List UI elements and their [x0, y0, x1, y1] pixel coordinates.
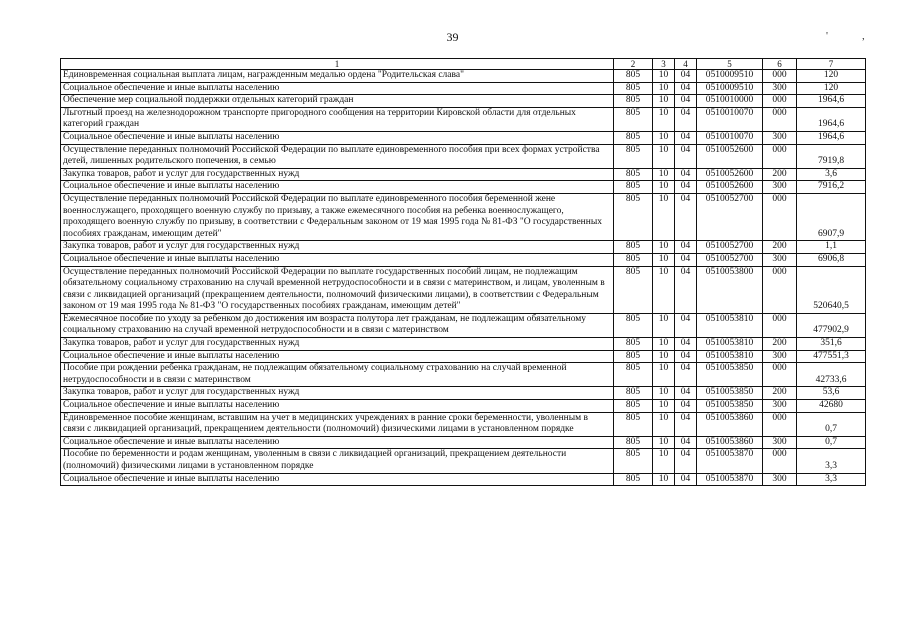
row-expense-type: 000	[763, 449, 797, 473]
row-subsection-code: 04	[675, 313, 697, 337]
scan-mark: ,	[862, 30, 865, 42]
row-amount: 520640,5	[797, 266, 866, 313]
row-subsection-code: 04	[675, 95, 697, 108]
row-section-code: 10	[653, 449, 675, 473]
row-ministry-code: 805	[614, 449, 653, 473]
row-subsection-code: 04	[675, 412, 697, 436]
column-header: 7	[797, 59, 866, 70]
row-expense-type: 000	[763, 313, 797, 337]
row-ministry-code: 805	[614, 82, 653, 95]
row-target-code: 0510053850	[697, 400, 763, 413]
table-row	[61, 436, 866, 449]
row-expense-type: 300	[763, 253, 797, 266]
scan-mark: '	[826, 30, 828, 42]
row-ministry-code: 805	[614, 253, 653, 266]
row-section-code: 10	[653, 107, 675, 131]
row-section-code: 10	[653, 241, 675, 254]
budget-table	[60, 58, 866, 486]
row-ministry-code: 805	[614, 387, 653, 400]
row-expense-type: 300	[763, 131, 797, 144]
table-row	[61, 144, 866, 168]
row-section-code: 10	[653, 400, 675, 413]
row-target-code: 0510053810	[697, 338, 763, 351]
table-row	[61, 338, 866, 351]
row-amount: 7916,2	[797, 181, 866, 194]
row-target-code: 0510052600	[697, 181, 763, 194]
row-section-code: 10	[653, 338, 675, 351]
row-ministry-code: 805	[614, 131, 653, 144]
table-row	[61, 82, 866, 95]
row-subsection-code: 04	[675, 241, 697, 254]
row-description: Социальное обеспечение и иные выплаты населению	[61, 181, 614, 194]
row-amount: 0,7	[797, 436, 866, 449]
row-target-code: 0510053850	[697, 387, 763, 400]
row-section-code: 10	[653, 144, 675, 168]
row-ministry-code: 805	[614, 181, 653, 194]
row-target-code: 0510053860	[697, 412, 763, 436]
row-amount: 477902,9	[797, 313, 866, 337]
row-expense-type: 200	[763, 168, 797, 181]
row-target-code: 0510053810	[697, 350, 763, 363]
row-expense-type: 000	[763, 193, 797, 240]
row-expense-type: 000	[763, 266, 797, 313]
header-row	[61, 59, 866, 70]
row-target-code: 0510052600	[697, 144, 763, 168]
row-amount: 1964,6	[797, 95, 866, 108]
row-ministry-code: 805	[614, 338, 653, 351]
row-target-code: 0510053870	[697, 473, 763, 486]
row-expense-type: 000	[763, 412, 797, 436]
row-expense-type: 300	[763, 82, 797, 95]
row-target-code: 0510053870	[697, 449, 763, 473]
table-row	[61, 193, 866, 240]
row-subsection-code: 04	[675, 363, 697, 387]
table-row	[61, 313, 866, 337]
table-row	[61, 95, 866, 108]
row-section-code: 10	[653, 387, 675, 400]
row-ministry-code: 805	[614, 144, 653, 168]
row-target-code: 0510010070	[697, 107, 763, 131]
row-amount: 6907,9	[797, 193, 866, 240]
row-subsection-code: 04	[675, 82, 697, 95]
row-description: Осуществление переданных полномочий Российской Федерации по выплате единовременного пособия беременной жене военнослужащего, проходящего военную службу по призыву, а также ежемесячного пособия на ребенка военнослужащего, проходящего военную службу по призыву, в соответствии с Федеральным законом от 19 мая 1995 года № 81-ФЗ "О государственных пособиях гражданам, имеющим детей"	[61, 193, 614, 240]
row-target-code: 0510053800	[697, 266, 763, 313]
row-subsection-code: 04	[675, 193, 697, 240]
row-subsection-code: 04	[675, 473, 697, 486]
row-subsection-code: 04	[675, 266, 697, 313]
row-description: Социальное обеспечение и иные выплаты населению	[61, 350, 614, 363]
row-amount: 1,1	[797, 241, 866, 254]
row-description: Социальное обеспечение и иные выплаты населению	[61, 436, 614, 449]
row-expense-type: 000	[763, 70, 797, 83]
row-target-code: 0510052700	[697, 193, 763, 240]
row-amount: 53,6	[797, 387, 866, 400]
row-section-code: 10	[653, 168, 675, 181]
row-ministry-code: 805	[614, 241, 653, 254]
row-ministry-code: 805	[614, 363, 653, 387]
row-ministry-code: 805	[614, 473, 653, 486]
column-header: 4	[675, 59, 697, 70]
row-ministry-code: 805	[614, 107, 653, 131]
table-row	[61, 131, 866, 144]
page-number: 39	[446, 30, 459, 44]
row-target-code: 0510010070	[697, 131, 763, 144]
row-amount: 120	[797, 70, 866, 83]
row-expense-type: 000	[763, 95, 797, 108]
row-amount: 3,3	[797, 473, 866, 486]
table-row	[61, 412, 866, 436]
row-description: Пособие при рождении ребенка гражданам, не подлежащим обязательному социальному страхованию на случай временной нетрудоспособности и в связи с материнством	[61, 363, 614, 387]
row-section-code: 10	[653, 82, 675, 95]
row-target-code: 0510053850	[697, 363, 763, 387]
row-section-code: 10	[653, 436, 675, 449]
row-subsection-code: 04	[675, 387, 697, 400]
table-row	[61, 253, 866, 266]
table-row	[61, 363, 866, 387]
row-amount: 120	[797, 82, 866, 95]
table-row	[61, 350, 866, 363]
row-section-code: 10	[653, 473, 675, 486]
row-ministry-code: 805	[614, 412, 653, 436]
row-subsection-code: 04	[675, 181, 697, 194]
row-expense-type: 000	[763, 144, 797, 168]
table-row	[61, 168, 866, 181]
table-row	[61, 107, 866, 131]
row-target-code: 0510052600	[697, 168, 763, 181]
row-description: Льготный проезд на железнодорожном транспорте пригородного сообщения на территории Кировской области для отдельных категорий граждан	[61, 107, 614, 131]
row-target-code: 0510010000	[697, 95, 763, 108]
table-row	[61, 449, 866, 473]
row-expense-type: 200	[763, 241, 797, 254]
row-description: Закупка товаров, работ и услуг для государственных нужд	[61, 338, 614, 351]
row-ministry-code: 805	[614, 168, 653, 181]
row-description: Единовременная социальная выплата лицам, награжденным медалью ордена "Родительская слава"	[61, 70, 614, 83]
row-ministry-code: 805	[614, 436, 653, 449]
column-header: 3	[653, 59, 675, 70]
column-header: 2	[614, 59, 653, 70]
row-section-code: 10	[653, 181, 675, 194]
row-subsection-code: 04	[675, 350, 697, 363]
column-header: 5	[697, 59, 763, 70]
row-amount: 1964,6	[797, 107, 866, 131]
row-amount: 42680	[797, 400, 866, 413]
row-amount: 42733,6	[797, 363, 866, 387]
row-expense-type: 000	[763, 107, 797, 131]
row-ministry-code: 805	[614, 193, 653, 240]
row-description: Единовременное пособие женщинам, вставшим на учет в медицинских учреждениях в ранние сроки беременности, уволенным в связи с ликвидацией организаций, прекращением деятельности (полномочий) физическими лицами в установленном порядке	[61, 412, 614, 436]
row-ministry-code: 805	[614, 266, 653, 313]
row-ministry-code: 805	[614, 313, 653, 337]
row-description: Осуществление переданных полномочий Российской Федерации по выплате единовременного пособия при всех формах устройства детей, лишенных родительского попечения, в семью	[61, 144, 614, 168]
table-row	[61, 387, 866, 400]
row-ministry-code: 805	[614, 350, 653, 363]
row-expense-type: 200	[763, 338, 797, 351]
row-description: Закупка товаров, работ и услуг для государственных нужд	[61, 241, 614, 254]
row-amount: 477551,3	[797, 350, 866, 363]
row-subsection-code: 04	[675, 131, 697, 144]
row-expense-type: 300	[763, 400, 797, 413]
row-expense-type: 300	[763, 181, 797, 194]
row-section-code: 10	[653, 363, 675, 387]
row-description: Пособие по беременности и родам женщинам, уволенным в связи с ликвидацией организаций, прекращением деятельности (полномочий) физическими лицами в установленном порядке	[61, 449, 614, 473]
column-header: 6	[763, 59, 797, 70]
table-row	[61, 70, 866, 83]
row-description: Ежемесячное пособие по уходу за ребенком до достижения им возраста полутора лет гражданам, не подлежащим обязательному социальному страхованию на случай временной нетрудоспособности и в связи с материнством	[61, 313, 614, 337]
row-amount: 3,3	[797, 449, 866, 473]
row-ministry-code: 805	[614, 400, 653, 413]
row-description: Закупка товаров, работ и услуг для государственных нужд	[61, 387, 614, 400]
row-subsection-code: 04	[675, 70, 697, 83]
row-section-code: 10	[653, 193, 675, 240]
row-target-code: 0510052700	[697, 241, 763, 254]
row-section-code: 10	[653, 253, 675, 266]
row-description: Социальное обеспечение и иные выплаты населению	[61, 400, 614, 413]
row-description: Социальное обеспечение и иные выплаты населению	[61, 253, 614, 266]
row-amount: 351,6	[797, 338, 866, 351]
table-row	[61, 266, 866, 313]
table-row	[61, 473, 866, 486]
row-amount: 0,7	[797, 412, 866, 436]
table-row	[61, 241, 866, 254]
row-description: Обеспечение мер социальной поддержки отдельных категорий граждан	[61, 95, 614, 108]
row-section-code: 10	[653, 412, 675, 436]
row-section-code: 10	[653, 266, 675, 313]
row-subsection-code: 04	[675, 400, 697, 413]
row-expense-type: 300	[763, 436, 797, 449]
row-subsection-code: 04	[675, 144, 697, 168]
row-subsection-code: 04	[675, 107, 697, 131]
row-expense-type: 300	[763, 350, 797, 363]
row-section-code: 10	[653, 95, 675, 108]
row-target-code: 0510053810	[697, 313, 763, 337]
row-description: Социальное обеспечение и иные выплаты населению	[61, 82, 614, 95]
row-description: Осуществление переданных полномочий Российской Федерации по выплате государственных пособий лицам, не подлежащим обязательному социальному страхованию на случай временной нетрудоспособности и в связи с материнством, и лицам, уволенным в связи с ликвидацией организаций (прекращением деятельности, полномочий физическими лицами), в соответствии с Федеральным законом от 19 мая 1995 года № 81-ФЗ "О государственных пособиях гражданам, имеющим детей"	[61, 266, 614, 313]
table-row	[61, 400, 866, 413]
row-amount: 6906,8	[797, 253, 866, 266]
row-target-code: 0510009510	[697, 82, 763, 95]
row-ministry-code: 805	[614, 95, 653, 108]
row-expense-type: 000	[763, 363, 797, 387]
row-expense-type: 200	[763, 387, 797, 400]
row-description: Социальное обеспечение и иные выплаты населению	[61, 473, 614, 486]
row-description: Социальное обеспечение и иные выплаты населению	[61, 131, 614, 144]
row-target-code: 0510009510	[697, 70, 763, 83]
row-subsection-code: 04	[675, 436, 697, 449]
row-amount: 1964,6	[797, 131, 866, 144]
row-subsection-code: 04	[675, 253, 697, 266]
row-amount: 7919,8	[797, 144, 866, 168]
table-row	[61, 181, 866, 194]
row-expense-type: 300	[763, 473, 797, 486]
row-section-code: 10	[653, 70, 675, 83]
row-amount: 3,6	[797, 168, 866, 181]
row-target-code: 0510052700	[697, 253, 763, 266]
row-subsection-code: 04	[675, 168, 697, 181]
row-section-code: 10	[653, 131, 675, 144]
row-ministry-code: 805	[614, 70, 653, 83]
row-description: Закупка товаров, работ и услуг для государственных нужд	[61, 168, 614, 181]
row-target-code: 0510053860	[697, 436, 763, 449]
row-subsection-code: 04	[675, 338, 697, 351]
row-section-code: 10	[653, 350, 675, 363]
row-section-code: 10	[653, 313, 675, 337]
row-subsection-code: 04	[675, 449, 697, 473]
column-header: 1	[61, 59, 614, 70]
